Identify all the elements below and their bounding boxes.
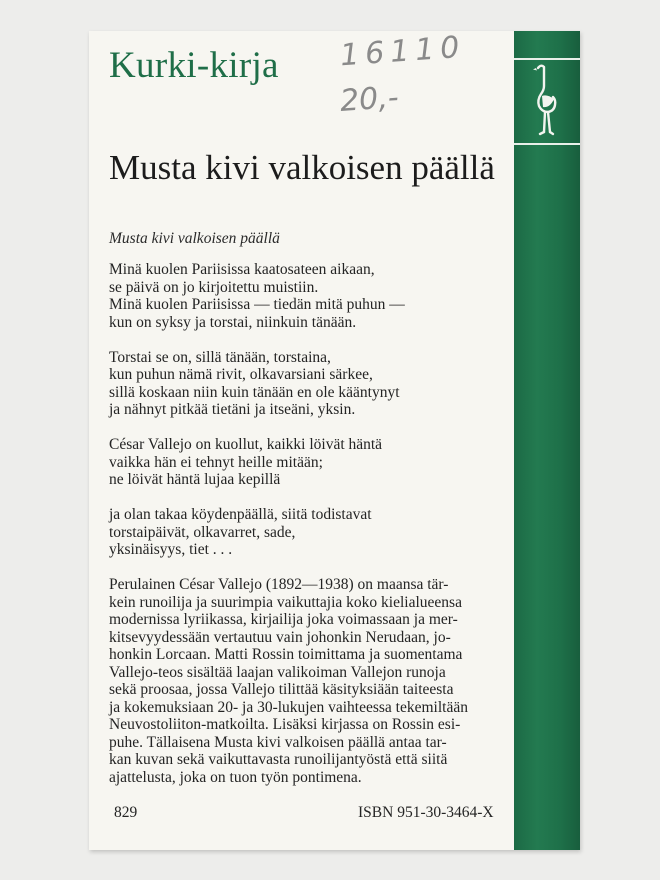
description-line: modernissa lyriikassa, kirjailija joka voimassaan ja mer-	[109, 611, 458, 628]
crane-bird-icon	[533, 62, 559, 136]
back-cover-text	[109, 261, 504, 786]
poem-line: Minä kuolen Pariisissa kaatosateen aikaan,	[109, 261, 375, 278]
poem-stanza	[109, 261, 504, 331]
description-paragraph	[109, 576, 504, 786]
poem-stanza	[109, 349, 504, 419]
isbn: ISBN 951-30-3464-X	[358, 804, 494, 821]
publisher-brand: Kurki-kirja	[109, 45, 279, 86]
description-line: kitsevyydessään vertautuu vain johonkin Nerudaan, jo-	[109, 628, 451, 646]
poem-line: yksinäisyys, tiet . . .	[109, 541, 233, 558]
description-line: sekä proosaa, jossa Vallejo tilittää käsityksiään taiteesta	[109, 681, 454, 698]
poem-line: César Vallejo on kuollut, kaikki löivät häntä	[109, 436, 383, 453]
poem-line: kun puhun nämä rivit, olkavarsiani särkee,	[109, 366, 373, 383]
poem-stanza	[109, 506, 504, 559]
description-line: honkin Lorcaan. Matti Rossin toimittama ja suomentama	[109, 646, 463, 663]
poem-line: sillä koskaan niin kuin tänään en ole kääntynyt	[109, 383, 400, 401]
poem-line: ja nähnyt pitkää tietäni ja itseäni, yksin.	[109, 401, 356, 418]
poem-line: Torstai se on, sillä tänään, torstaina,	[109, 348, 331, 366]
poem-stanza	[109, 436, 504, 489]
description-line: kein runoilija ja suurimpia vaikuttajia koko kielialueensa	[109, 593, 462, 611]
poem-line: ne löivät häntä lujaa kepillä	[109, 471, 281, 488]
spine-rule-bottom	[514, 143, 580, 145]
spine-rule-top	[514, 58, 580, 60]
book-title: Musta kivi valkoisen päällä	[109, 148, 495, 187]
description-line: Perulainen César Vallejo (1892—1938) on maansa tär-	[109, 576, 449, 593]
description-line: ajattelusta, joka on tuon työn pontimena.	[109, 768, 362, 786]
description-line: ja kokemuksiaan 20- ja 30-lukujen vaihteessa tekemiltään	[109, 698, 468, 716]
handwritten-price: 20,-	[338, 80, 400, 119]
description-line: Neuvostoliiton-matkoilta. Lisäksi kirjassa on Rossin esi-	[109, 716, 461, 733]
poem-line: vaikka hän ei tehnyt heille mitään;	[109, 453, 323, 471]
poem-line: se päivä on jo kirjoitettu muistiin.	[109, 278, 319, 296]
description-line: puhe. Tällaisena Musta kivi valkoisen päällä antaa tar-	[109, 733, 447, 751]
poem-line: kun on syksy ja torstai, niinkuin tänään.	[109, 313, 357, 331]
poem-line: torstaipäivät, olkavarret, sade,	[109, 523, 296, 541]
green-spine-band	[514, 31, 580, 850]
handwritten-code: 16110	[338, 29, 467, 74]
series-number: 829	[114, 804, 138, 821]
poem-line: ja olan takaa köydenpäällä, siitä todistavat	[109, 506, 372, 523]
poem-title: Musta kivi valkoisen päällä	[109, 230, 280, 247]
description-line: kan kuvan sekä vaikuttavasta runoilijantyöstä että siitä	[109, 751, 448, 768]
poem-line: Minä kuolen Pariisissa — tiedän mitä puhun —	[109, 296, 405, 313]
description-line: Vallejo-teos sisältää laajan valikoiman Vallejon runoja	[109, 663, 446, 681]
